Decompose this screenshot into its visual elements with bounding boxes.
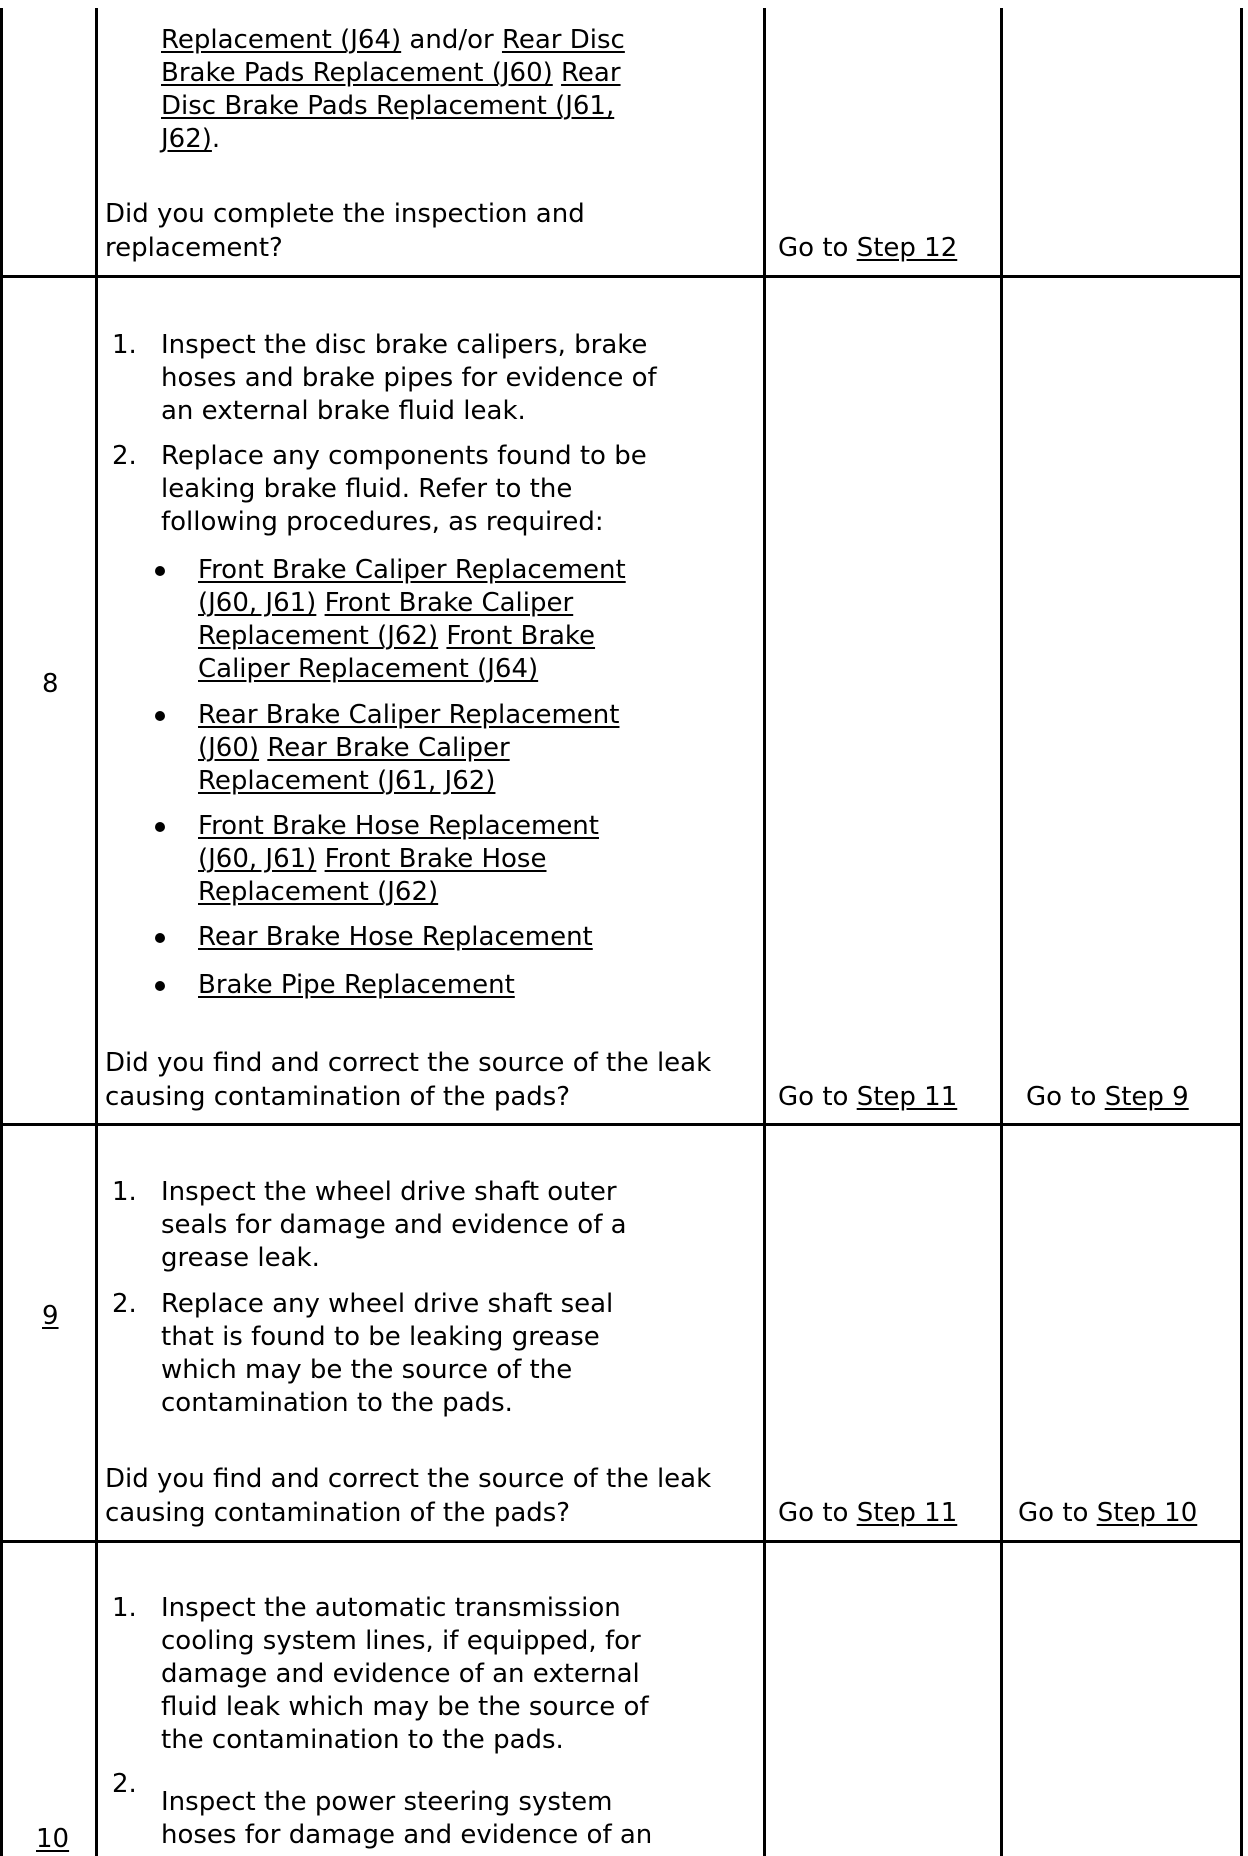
- list-number-1: 1.: [112, 330, 137, 360]
- no-prefix: Go to: [1018, 1498, 1097, 1528]
- item1-line: grease leak.: [161, 1243, 320, 1273]
- continuation-yes-cell: [778, 232, 957, 265]
- item1-line: hoses and brake pipes for evidence of: [161, 363, 657, 393]
- list-number-1: 1.: [112, 1593, 137, 1623]
- step9-question-line-1: Did you find and correct the source of the leak: [105, 1464, 712, 1494]
- item1-line: Inspect the disc brake calipers, brake: [161, 330, 648, 360]
- list-number-2: 2.: [112, 1289, 137, 1319]
- row-separator-9: [0, 1123, 1243, 1126]
- list-number-2: 2.: [112, 1769, 137, 1799]
- procedure-link[interactable]: Disc Brake Pads Replacement (J61,: [161, 91, 615, 121]
- item2-line: leaking brake fluid. Refer to the: [161, 474, 573, 504]
- go-to-step-11-link[interactable]: Step 11: [856, 1498, 958, 1528]
- text-span: [316, 588, 324, 618]
- table-divider-step: [95, 8, 98, 1856]
- procedure-link[interactable]: Front Brake Caliper Replacement: [198, 555, 626, 585]
- bullet-dot: [155, 981, 165, 991]
- step9-question-line-2: causing contamination of the pads?: [105, 1498, 571, 1528]
- step-number-8: 8: [42, 669, 59, 699]
- table-divider-yes: [1000, 8, 1003, 1856]
- procedure-link[interactable]: (J60, J61): [198, 844, 317, 874]
- no-prefix: Go to: [1026, 1082, 1105, 1112]
- bullet-line: [198, 653, 538, 686]
- continuation-line: [161, 123, 220, 156]
- step8-question-line-2: causing contamination of the pads?: [105, 1082, 571, 1112]
- bullet-dot: [155, 933, 165, 943]
- bullet-dot: [155, 566, 165, 576]
- row-separator-10: [0, 1540, 1243, 1543]
- step8-yes-cell: [778, 1081, 957, 1114]
- bullet-line: [198, 810, 599, 843]
- bullet-dot: [155, 711, 165, 721]
- procedure-link[interactable]: Front Brake Hose Replacement: [198, 811, 599, 841]
- bullet-line: [198, 876, 438, 909]
- yes-prefix: Go to: [778, 1082, 857, 1112]
- go-to-step-11-link[interactable]: Step 11: [856, 1082, 958, 1112]
- procedure-link[interactable]: Rear: [561, 58, 621, 88]
- row-separator-8: [0, 275, 1243, 278]
- item1-line: cooling system lines, if equipped, for: [161, 1626, 641, 1656]
- procedure-link[interactable]: Front Brake Hose: [324, 844, 547, 874]
- item1-line: Inspect the automatic transmission: [161, 1593, 621, 1623]
- step-number-9-link[interactable]: 9: [42, 1301, 59, 1331]
- item2-line: hoses for damage and evidence of an: [161, 1820, 653, 1850]
- table-border-left: [0, 8, 3, 1856]
- bullet-line: [198, 699, 619, 732]
- step9-no-cell: [1018, 1497, 1197, 1530]
- bullet-line: [198, 921, 593, 954]
- table-divider-action: [763, 8, 766, 1856]
- procedure-link[interactable]: Replacement (J64): [161, 25, 402, 55]
- procedure-link[interactable]: Caliper Replacement (J64): [198, 654, 539, 684]
- procedure-link[interactable]: Rear Brake Caliper: [267, 733, 510, 763]
- item2-line: contamination to the pads.: [161, 1388, 513, 1418]
- bullet-line: [198, 554, 626, 587]
- text-span: and/or: [401, 25, 502, 55]
- step8-no-cell: [1026, 1081, 1189, 1114]
- procedure-link[interactable]: J62): [161, 124, 212, 154]
- bullet-dot: [155, 822, 165, 832]
- step9-yes-cell: [778, 1497, 957, 1530]
- yes-prefix: Go to: [778, 233, 857, 263]
- text-span: .: [211, 124, 221, 154]
- procedure-link[interactable]: Replacement (J61, J62): [198, 766, 496, 796]
- item2-line: Replace any components found to be: [161, 441, 647, 471]
- item1-line: Inspect the wheel drive shaft outer: [161, 1177, 617, 1207]
- procedure-link[interactable]: Front Brake Caliper: [324, 588, 574, 618]
- item2-line: that is found to be leaking grease: [161, 1322, 600, 1352]
- procedure-link[interactable]: Replacement (J62): [198, 621, 439, 651]
- step8-question-line-1: Did you find and correct the source of the leak: [105, 1048, 712, 1078]
- procedure-link[interactable]: (J60, J61): [198, 588, 317, 618]
- bullet-line: [198, 765, 495, 798]
- procedure-link[interactable]: Rear Disc: [501, 25, 625, 55]
- bullet-line: [198, 969, 515, 1002]
- bullet-line: [198, 620, 595, 653]
- item1-line: the contamination to the pads.: [161, 1725, 564, 1755]
- continuation-line: [161, 90, 614, 123]
- procedure-link[interactable]: (J60): [198, 733, 260, 763]
- procedure-link[interactable]: Replacement (J62): [198, 877, 439, 907]
- item1-line: fluid leak which may be the source of: [161, 1692, 649, 1722]
- continuation-question-line-1: Did you complete the inspection and: [105, 199, 585, 229]
- item1-line: seals for damage and evidence of a: [161, 1210, 627, 1240]
- procedure-link[interactable]: Front Brake: [446, 621, 596, 651]
- step-number-10-link[interactable]: 10: [36, 1824, 70, 1854]
- item2-line: Replace any wheel drive shaft seal: [161, 1289, 614, 1319]
- item2-line: Inspect the power steering system: [161, 1787, 613, 1817]
- bullet-line: [198, 732, 510, 765]
- table-border-right: [1240, 8, 1243, 1856]
- item2-line: which may be the source of the: [161, 1355, 573, 1385]
- item1-line: an external brake fluid leak.: [161, 396, 526, 426]
- bullet-line: [198, 587, 573, 620]
- continuation-question-line-2: replacement?: [105, 233, 283, 263]
- yes-prefix: Go to: [778, 1498, 857, 1528]
- procedure-link[interactable]: Rear Brake Caliper Replacement: [198, 700, 620, 730]
- item2-line: following procedures, as required:: [161, 507, 604, 537]
- continuation-line: [161, 57, 621, 90]
- go-to-step-10-link[interactable]: Step 10: [1096, 1498, 1198, 1528]
- bullet-line: [198, 843, 546, 876]
- go-to-step-12-link[interactable]: Step 12: [856, 233, 958, 263]
- text-span: [553, 58, 561, 88]
- procedure-link[interactable]: Brake Pipe Replacement: [198, 970, 515, 1000]
- continuation-line: [161, 24, 625, 57]
- procedure-link[interactable]: Brake Pads Replacement (J60): [161, 58, 553, 88]
- item1-line: damage and evidence of an external: [161, 1659, 640, 1689]
- list-number-1: 1.: [112, 1177, 137, 1207]
- go-to-step-9-link[interactable]: Step 9: [1104, 1082, 1189, 1112]
- text-span: [316, 844, 324, 874]
- list-number-2: 2.: [112, 441, 137, 471]
- procedure-link[interactable]: Rear Brake Hose Replacement: [198, 922, 593, 952]
